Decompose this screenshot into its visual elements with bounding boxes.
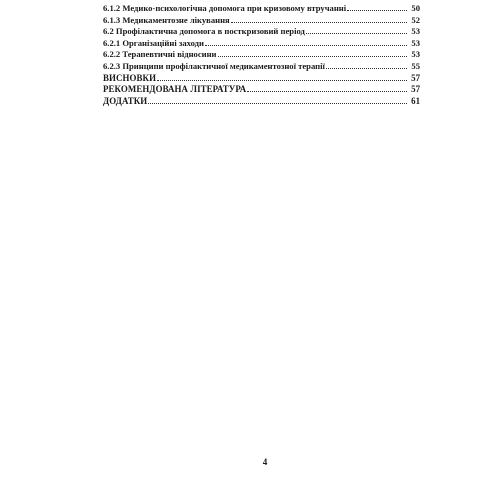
toc-dot-leader: [157, 80, 407, 81]
toc-entry[interactable]: [103, 49, 420, 61]
table-of-contents: [103, 3, 420, 107]
toc-dot-leader: [326, 68, 407, 69]
toc-dot-leader: [347, 10, 407, 11]
toc-entry-label: 6.2.1 Організаційні заходи: [103, 37, 204, 48]
toc-dot-leader: [247, 91, 407, 92]
toc-entry-page: 61: [411, 95, 420, 106]
toc-entry-page: 53: [411, 49, 420, 60]
toc-entry-page: 50: [411, 3, 420, 13]
toc-entry[interactable]: [103, 3, 420, 15]
toc-entry[interactable]: [103, 61, 420, 73]
toc-entry-page: 53: [411, 37, 420, 48]
toc-entry-label: ДОДАТКИ: [103, 95, 148, 106]
toc-entry[interactable]: [103, 84, 420, 96]
toc-dot-leader: [231, 22, 407, 23]
toc-dot-leader: [148, 103, 407, 104]
toc-entry-label: РЕКОМЕНДОВАНА ЛІТЕРАТУРА: [103, 84, 247, 95]
toc-entry-label: 6.2.3 Принципи профілактичної медикаментозної терапії: [103, 60, 325, 71]
toc-entry-page: 52: [411, 14, 420, 25]
page-number: 4: [262, 457, 268, 467]
toc-entry-label: 6.2 Профілактична допомога в посткризовий період: [103, 26, 305, 37]
toc-entry-label: ВИСНОВКИ: [103, 72, 157, 83]
toc-entry-page: 53: [411, 26, 420, 37]
toc-dot-leader: [218, 56, 407, 57]
toc-entry-label: 6.1.3 Медикаментозне лікування: [103, 14, 230, 25]
toc-entry[interactable]: [103, 96, 420, 108]
toc-entry[interactable]: [103, 26, 420, 38]
toc-entry[interactable]: [103, 15, 420, 27]
toc-entry-label: 6.2.2 Терапевтичні відносини: [103, 49, 217, 60]
toc-entry-page: 55: [411, 60, 420, 71]
toc-entry-page: 57: [411, 84, 420, 95]
toc-dot-leader: [306, 33, 407, 34]
toc-entry-label: 6.1.2 Медико-психологічна допомога при кризовому втручанні: [103, 3, 347, 13]
toc-dot-leader: [205, 45, 407, 46]
toc-entry[interactable]: [103, 38, 420, 50]
toc-entry-page: 57: [411, 72, 420, 83]
toc-entry[interactable]: [103, 73, 420, 85]
